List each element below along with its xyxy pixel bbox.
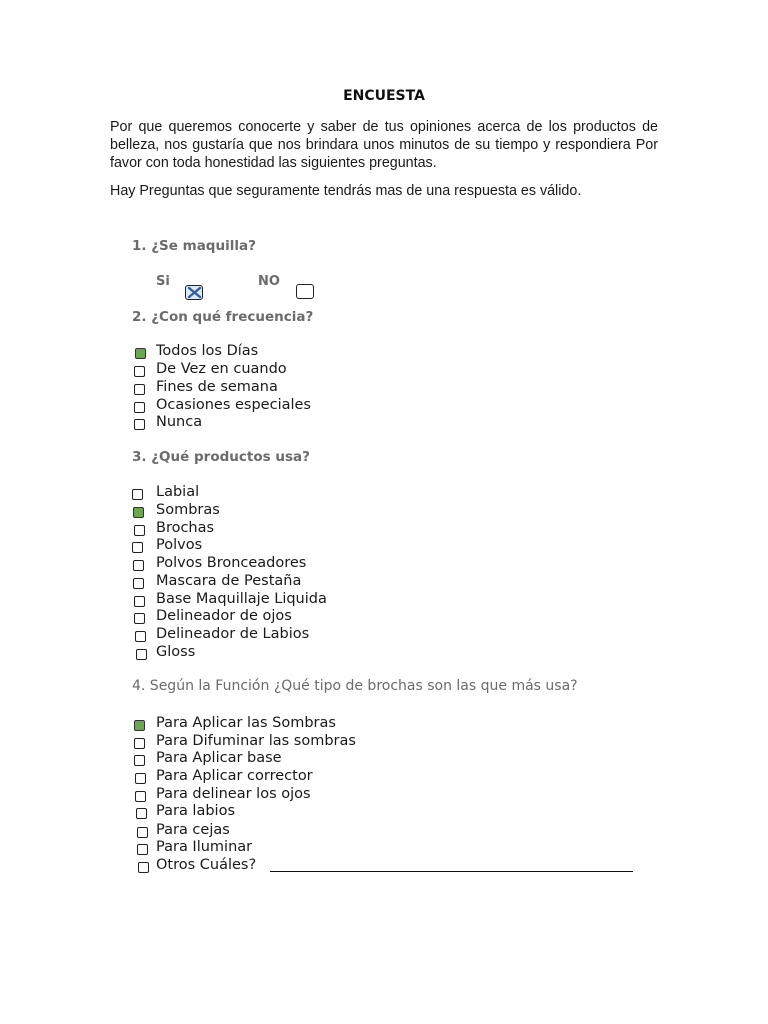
q4-option-label: Para Iluminar bbox=[156, 839, 253, 855]
q2-option-checkbox[interactable] bbox=[134, 366, 145, 377]
q1-no-checkbox[interactable] bbox=[296, 284, 314, 299]
q3-option-label: Delineador de ojos bbox=[156, 608, 292, 624]
q3-option-label: Polvos Bronceadores bbox=[156, 555, 307, 571]
q3-option-label: Brochas bbox=[156, 520, 215, 536]
question-4-label: 4. Según la Función ¿Qué tipo de brochas son las que más usa? bbox=[132, 678, 578, 694]
q4-option-label: Para delinear los ojos bbox=[156, 786, 311, 802]
q1-no-label: NO bbox=[258, 274, 280, 289]
q2-option-label: De Vez en cuando bbox=[156, 361, 287, 377]
q3-option-checkbox[interactable] bbox=[134, 525, 145, 536]
q4-option-checkbox[interactable] bbox=[134, 720, 145, 731]
q4-option-label: Para labios bbox=[156, 803, 236, 819]
q4-option-checkbox[interactable] bbox=[138, 862, 149, 873]
q2-option-label: Nunca bbox=[156, 414, 203, 430]
q4-option-checkbox[interactable] bbox=[134, 738, 145, 749]
q4-option-label: Para Aplicar base bbox=[156, 750, 282, 766]
q4-option-label: Para Aplicar las Sombras bbox=[156, 715, 336, 731]
other-answer-line[interactable] bbox=[270, 871, 633, 872]
question-2-label: 2. ¿Con qué frecuencia? bbox=[132, 309, 314, 325]
q4-option-label: Para cejas bbox=[156, 822, 230, 838]
q4-option-checkbox[interactable] bbox=[135, 791, 146, 802]
q3-option-checkbox[interactable] bbox=[132, 489, 143, 500]
q2-option-checkbox[interactable] bbox=[135, 348, 146, 359]
q4-option-checkbox[interactable] bbox=[135, 773, 146, 784]
q2-option-label: Ocasiones especiales bbox=[156, 397, 311, 413]
q1-yes-checkbox[interactable] bbox=[185, 285, 203, 300]
question-3-label: 3. ¿Qué productos usa? bbox=[132, 449, 310, 465]
q2-option-checkbox[interactable] bbox=[134, 419, 145, 430]
q3-option-checkbox[interactable] bbox=[133, 507, 144, 518]
q3-option-label: Labial bbox=[156, 484, 200, 500]
q3-option-label: Gloss bbox=[156, 644, 196, 660]
q4-option-checkbox[interactable] bbox=[134, 755, 145, 766]
q4-option-checkbox[interactable] bbox=[137, 827, 148, 838]
q3-option-checkbox[interactable] bbox=[135, 631, 146, 642]
instructions-note: Hay Preguntas que seguramente tendrás mas de una respuesta es válido. bbox=[110, 183, 582, 199]
q2-option-checkbox[interactable] bbox=[134, 384, 145, 395]
q3-option-label: Base Maquillaje Liquida bbox=[156, 591, 327, 607]
question-1-label: 1. ¿Se maquilla? bbox=[132, 238, 256, 254]
q2-option-label: Fines de semana bbox=[156, 379, 278, 395]
q2-option-checkbox[interactable] bbox=[134, 402, 145, 413]
q3-option-checkbox[interactable] bbox=[133, 578, 144, 589]
q4-option-label: Para Difuminar las sombras bbox=[156, 733, 356, 749]
q3-option-checkbox[interactable] bbox=[134, 613, 145, 624]
q3-option-checkbox[interactable] bbox=[132, 542, 143, 553]
q3-option-label: Delineador de Labios bbox=[156, 626, 310, 642]
page-title: ENCUESTA bbox=[343, 88, 425, 104]
q2-option-label: Todos los Días bbox=[156, 343, 259, 359]
x-mark-icon bbox=[187, 286, 202, 299]
q4-option-checkbox[interactable] bbox=[137, 844, 148, 855]
q4-option-label: Otros Cuáles? bbox=[156, 857, 257, 873]
q3-option-checkbox[interactable] bbox=[134, 596, 145, 607]
q4-option-checkbox[interactable] bbox=[136, 808, 147, 819]
intro-paragraph: Por que queremos conocerte y saber de tus opiniones acerca de los productos de belleza, nos gustaría que nos brindara unos minutos de su tiempo y respondiera Por favor con toda honestidad las siguientes preguntas. bbox=[110, 119, 658, 171]
q1-yes-label: Si bbox=[156, 274, 170, 289]
q4-option-label: Para Aplicar corrector bbox=[156, 768, 313, 784]
q3-option-label: Sombras bbox=[156, 502, 220, 518]
q3-option-label: Polvos bbox=[156, 537, 203, 553]
q3-option-checkbox[interactable] bbox=[133, 560, 144, 571]
q3-option-label: Mascara de Pestaña bbox=[156, 573, 302, 589]
q3-option-checkbox[interactable] bbox=[136, 649, 147, 660]
